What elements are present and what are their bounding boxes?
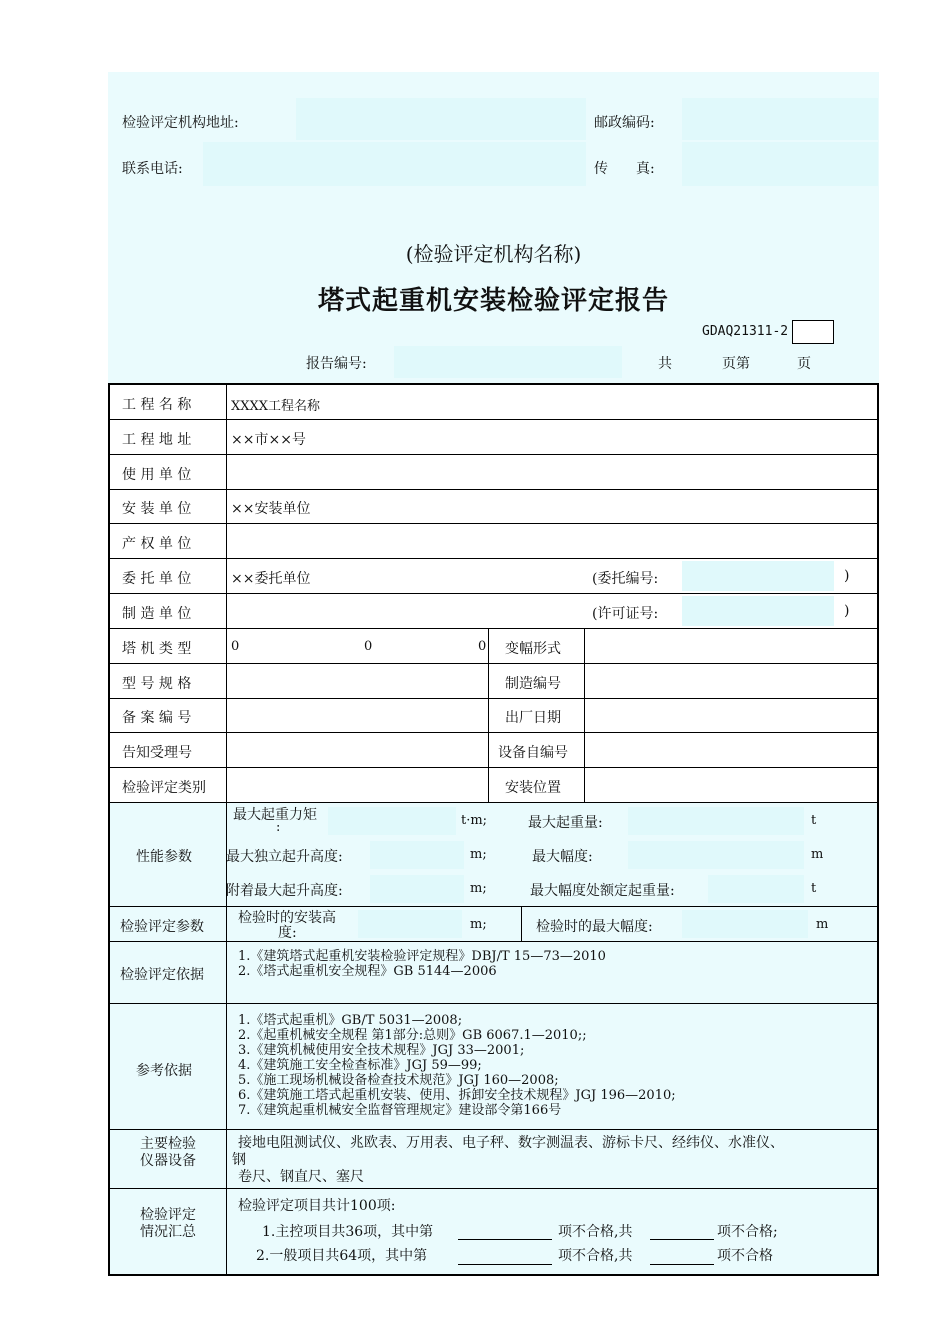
general-items-end: 项不合格 (717, 1248, 773, 1264)
total-pages-label: 共 (658, 356, 672, 372)
entrust-no-label: (委托编号: (592, 571, 659, 587)
install-height-label: 检验时的安装高 (238, 910, 336, 926)
reference-item: 4.《建筑施工安全检查标准》JGJ 59—99; (238, 1058, 482, 1073)
summary-label: 检验评定 情况汇总 (140, 1207, 196, 1240)
inspect-max-radius-unit: m (816, 917, 829, 932)
entrust-unit-value[interactable]: ××委托单位 (231, 571, 311, 587)
license-no-field[interactable] (682, 596, 834, 626)
report-no-label: 报告编号: (306, 356, 367, 372)
attached-height-field[interactable] (370, 875, 464, 903)
notice-no-label: 告知受理号 (122, 745, 192, 761)
inspect-params-label: 检验评定参数 (120, 919, 204, 935)
crane-type-label: 塔 机 类 型 (122, 641, 192, 657)
reference-item: 3.《建筑机械使用安全技术规程》JGJ 33—2001; (238, 1043, 525, 1058)
address-label: 检验评定机构地址: (122, 115, 239, 131)
install-unit-value[interactable]: ××安装单位 (231, 501, 311, 517)
attached-height-unit: m; (470, 881, 487, 896)
main-items-mid: 项不合格,共 (558, 1224, 633, 1240)
address-field[interactable] (296, 98, 586, 140)
general-failed-items-field[interactable] (458, 1241, 552, 1263)
free-height-label: 最大独立起升高度: (226, 849, 343, 865)
max-load-label: 最大起重量: (528, 815, 603, 831)
free-height-field[interactable] (370, 841, 464, 869)
reference-item: 5.《施工现场机械设备检查技术规范》JGJ 160—2008; (238, 1073, 559, 1088)
instruments-label: 主要检验 仪器设备 (140, 1136, 196, 1169)
main-failed-count-underline (650, 1239, 714, 1240)
license-no-close: ) (844, 603, 850, 619)
install-height-unit: m; (470, 917, 487, 932)
reference-item: 1.《塔式起重机》GB/T 5031—2008; (238, 1013, 463, 1028)
max-moment-colon: : (276, 820, 281, 835)
record-no-label: 备 案 编 号 (122, 710, 192, 726)
project-address-label: 工 程 地 址 (122, 432, 192, 448)
inspect-max-radius-field[interactable] (682, 910, 808, 938)
crane-type-value-2[interactable]: 0 (364, 639, 373, 654)
project-name-label: 工 程 名 称 (122, 397, 192, 413)
basis-item: 1.《建筑塔式起重机安装检验评定规程》DBJ/T 15—73—2010 (238, 949, 606, 964)
entrust-no-field[interactable] (682, 561, 834, 591)
main-items-end: 项不合格; (717, 1224, 778, 1240)
performance-label: 性能参数 (136, 849, 192, 865)
maker-unit-label: 制 造 单 位 (122, 606, 192, 622)
equipment-self-no-label: 设备自编号 (498, 745, 568, 761)
luffing-type-label: 变幅形式 (505, 641, 561, 657)
main-failed-items-field[interactable] (458, 1217, 552, 1239)
general-items-mid: 项不合格,共 (558, 1248, 633, 1264)
reference-item: 7.《建筑起重机械安全监督管理规定》建设部令第166号 (238, 1103, 562, 1118)
postcode-field[interactable] (682, 98, 878, 140)
max-load-unit: t (811, 813, 817, 828)
general-failed-count-field[interactable] (650, 1241, 714, 1263)
license-no-label: (许可证号: (592, 606, 659, 622)
max-load-field[interactable] (628, 807, 804, 835)
owner-unit-label: 产 权 单 位 (122, 536, 192, 552)
basis-item: 2.《塔式起重机安全规程》GB 5144—2006 (238, 964, 497, 979)
report-no-field[interactable] (394, 346, 622, 378)
tip-load-field[interactable] (708, 875, 804, 903)
main-items-text: 1.主控项目共36项，其中第 (262, 1224, 434, 1240)
page-suffix-label: 页 (797, 356, 811, 372)
reference-item: 2.《起重机械安全规程 第1部分:总则》GB 6067.1—2010;; (238, 1028, 587, 1043)
report-title: 塔式起重机安装检验评定报告 (317, 286, 669, 316)
max-moment-unit: t·m; (461, 813, 488, 828)
tip-load-unit: t (811, 881, 817, 896)
references-list (238, 1013, 676, 1118)
max-radius-field[interactable] (628, 841, 804, 869)
serial-no-label: 制造编号 (505, 676, 561, 692)
production-date-label: 出厂日期 (505, 710, 561, 726)
user-unit-label: 使 用 单 位 (122, 467, 192, 483)
project-address-value[interactable]: ××市××号 (231, 432, 306, 448)
postcode-label: 邮政编码: (594, 115, 655, 131)
install-location-label: 安装位置 (505, 780, 561, 796)
references-label: 参考依据 (136, 1063, 192, 1079)
form-code: GDAQ21311-2 (702, 324, 789, 339)
install-height-field[interactable] (358, 910, 462, 938)
inspect-max-radius-label: 检验时的最大幅度: (536, 919, 653, 935)
max-moment-field[interactable] (328, 807, 456, 835)
basis-label: 检验评定依据 (120, 967, 204, 983)
form-code-suffix-box[interactable] (792, 320, 834, 344)
basis-list (238, 949, 606, 979)
free-height-unit: m; (470, 847, 487, 862)
summary-total: 检验评定项目共计100项: (238, 1198, 396, 1214)
general-failed-items-underline (458, 1264, 552, 1265)
crane-type-value-3[interactable]: 0 (478, 639, 487, 654)
max-radius-label: 最大幅度: (532, 849, 593, 865)
phone-field[interactable] (203, 142, 586, 186)
main-failed-count-field[interactable] (650, 1217, 714, 1239)
tip-load-label: 最大幅度处额定起重量: (530, 883, 675, 899)
attached-height-label: 附着最大起升高度: (226, 883, 343, 899)
general-items-text: 2.一般项目共64项，其中第 (256, 1248, 428, 1264)
entrust-no-close: ) (844, 568, 850, 584)
model-spec-label: 型 号 规 格 (122, 676, 192, 692)
install-unit-label: 安 装 单 位 (122, 501, 192, 517)
max-radius-unit: m (811, 847, 824, 862)
fax-field[interactable] (682, 142, 878, 186)
entrust-unit-label: 委 托 单 位 (122, 571, 192, 587)
main-failed-items-underline (458, 1239, 552, 1240)
org-name: (检验评定机构名称) (405, 242, 582, 266)
fax-label: 传 真: (594, 161, 655, 177)
page-of-label: 页第 (722, 356, 750, 372)
project-name-value[interactable]: XXXX工程名称 (231, 399, 321, 414)
crane-type-value-1[interactable]: 0 (231, 639, 240, 654)
phone-label: 联系电话: (122, 161, 183, 177)
install-height-colon: 度: (278, 925, 297, 941)
reference-item: 6.《建筑施工塔式起重机安装、使用、拆卸安全技术规程》JGJ 196—2010; (238, 1088, 676, 1103)
info-table (108, 383, 879, 1276)
max-moment-label: 最大起重力矩 (233, 807, 317, 823)
general-failed-count-underline (650, 1264, 714, 1265)
inspect-category-label: 检验评定类别 (122, 780, 206, 796)
instruments-list: 接地电阻测试仪、兆欧表、万用表、电子秤、数字测温表、游标卡尺、经纬仪、水准仪、 钢 卷尺、钢直尺、塞尺 (232, 1135, 784, 1185)
